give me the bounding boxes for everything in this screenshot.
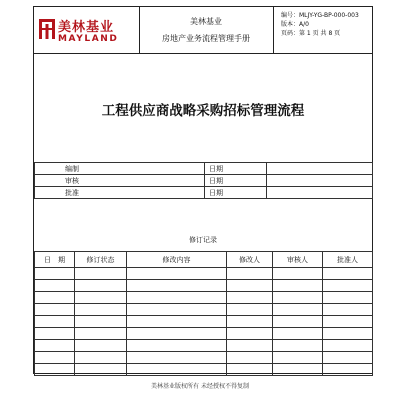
manual-info [139,7,274,53]
approval-date-value [267,175,373,187]
document-number: 编号：MLJY-YG-BP-000-003 [281,12,359,19]
approval-label: 编制 [35,163,205,175]
column-header-reviewer: 审核人 [273,252,323,268]
document-header [34,7,372,54]
company-logo [34,7,140,53]
column-header-status: 修订状态 [75,252,127,268]
approval-date-label: 日期 [205,163,267,175]
revision-row [35,280,373,292]
revision-log-caption: 修订记录 [189,236,217,244]
revision-row [35,340,373,352]
document-version: 版本：A/0 [281,21,309,28]
revision-row [35,328,373,340]
revision-row [35,292,373,304]
page-footer: 美林基业版权所有 未经授权不得复制 [151,383,249,390]
column-header-modifier: 修改人 [227,252,273,268]
approval-row [35,163,373,175]
revision-row [35,316,373,328]
company-name: 美林基业 [190,17,222,26]
document-title: 工程供应商战略采购招标管理流程 [101,103,305,119]
approval-row [35,187,373,199]
approval-table [34,162,373,199]
approval-label: 审核 [35,175,205,187]
revision-row [35,364,373,376]
document-frame [33,6,373,374]
approval-date-value [267,163,373,175]
logo-mark-icon [39,19,55,39]
logo-english-name: MAYLAND [58,34,119,44]
column-header-date: 日 期 [35,252,75,268]
revision-log-table [34,251,373,376]
page-number: 页码：第 1 页 共 8 页 [281,30,341,37]
revision-row [35,304,373,316]
document-meta [273,7,372,53]
revision-header-row [35,252,373,268]
column-header-approver: 批准人 [323,252,373,268]
logo-chinese-name: 美林基业 [58,20,115,35]
column-header-content: 修改内容 [127,252,227,268]
revision-row [35,352,373,364]
approval-row [35,175,373,187]
approval-date-value [267,187,373,199]
approval-label: 批准 [35,187,205,199]
manual-title: 房地产业务流程管理手册 [162,34,250,43]
revision-row [35,268,373,280]
approval-date-label: 日期 [205,187,267,199]
approval-date-label: 日期 [205,175,267,187]
